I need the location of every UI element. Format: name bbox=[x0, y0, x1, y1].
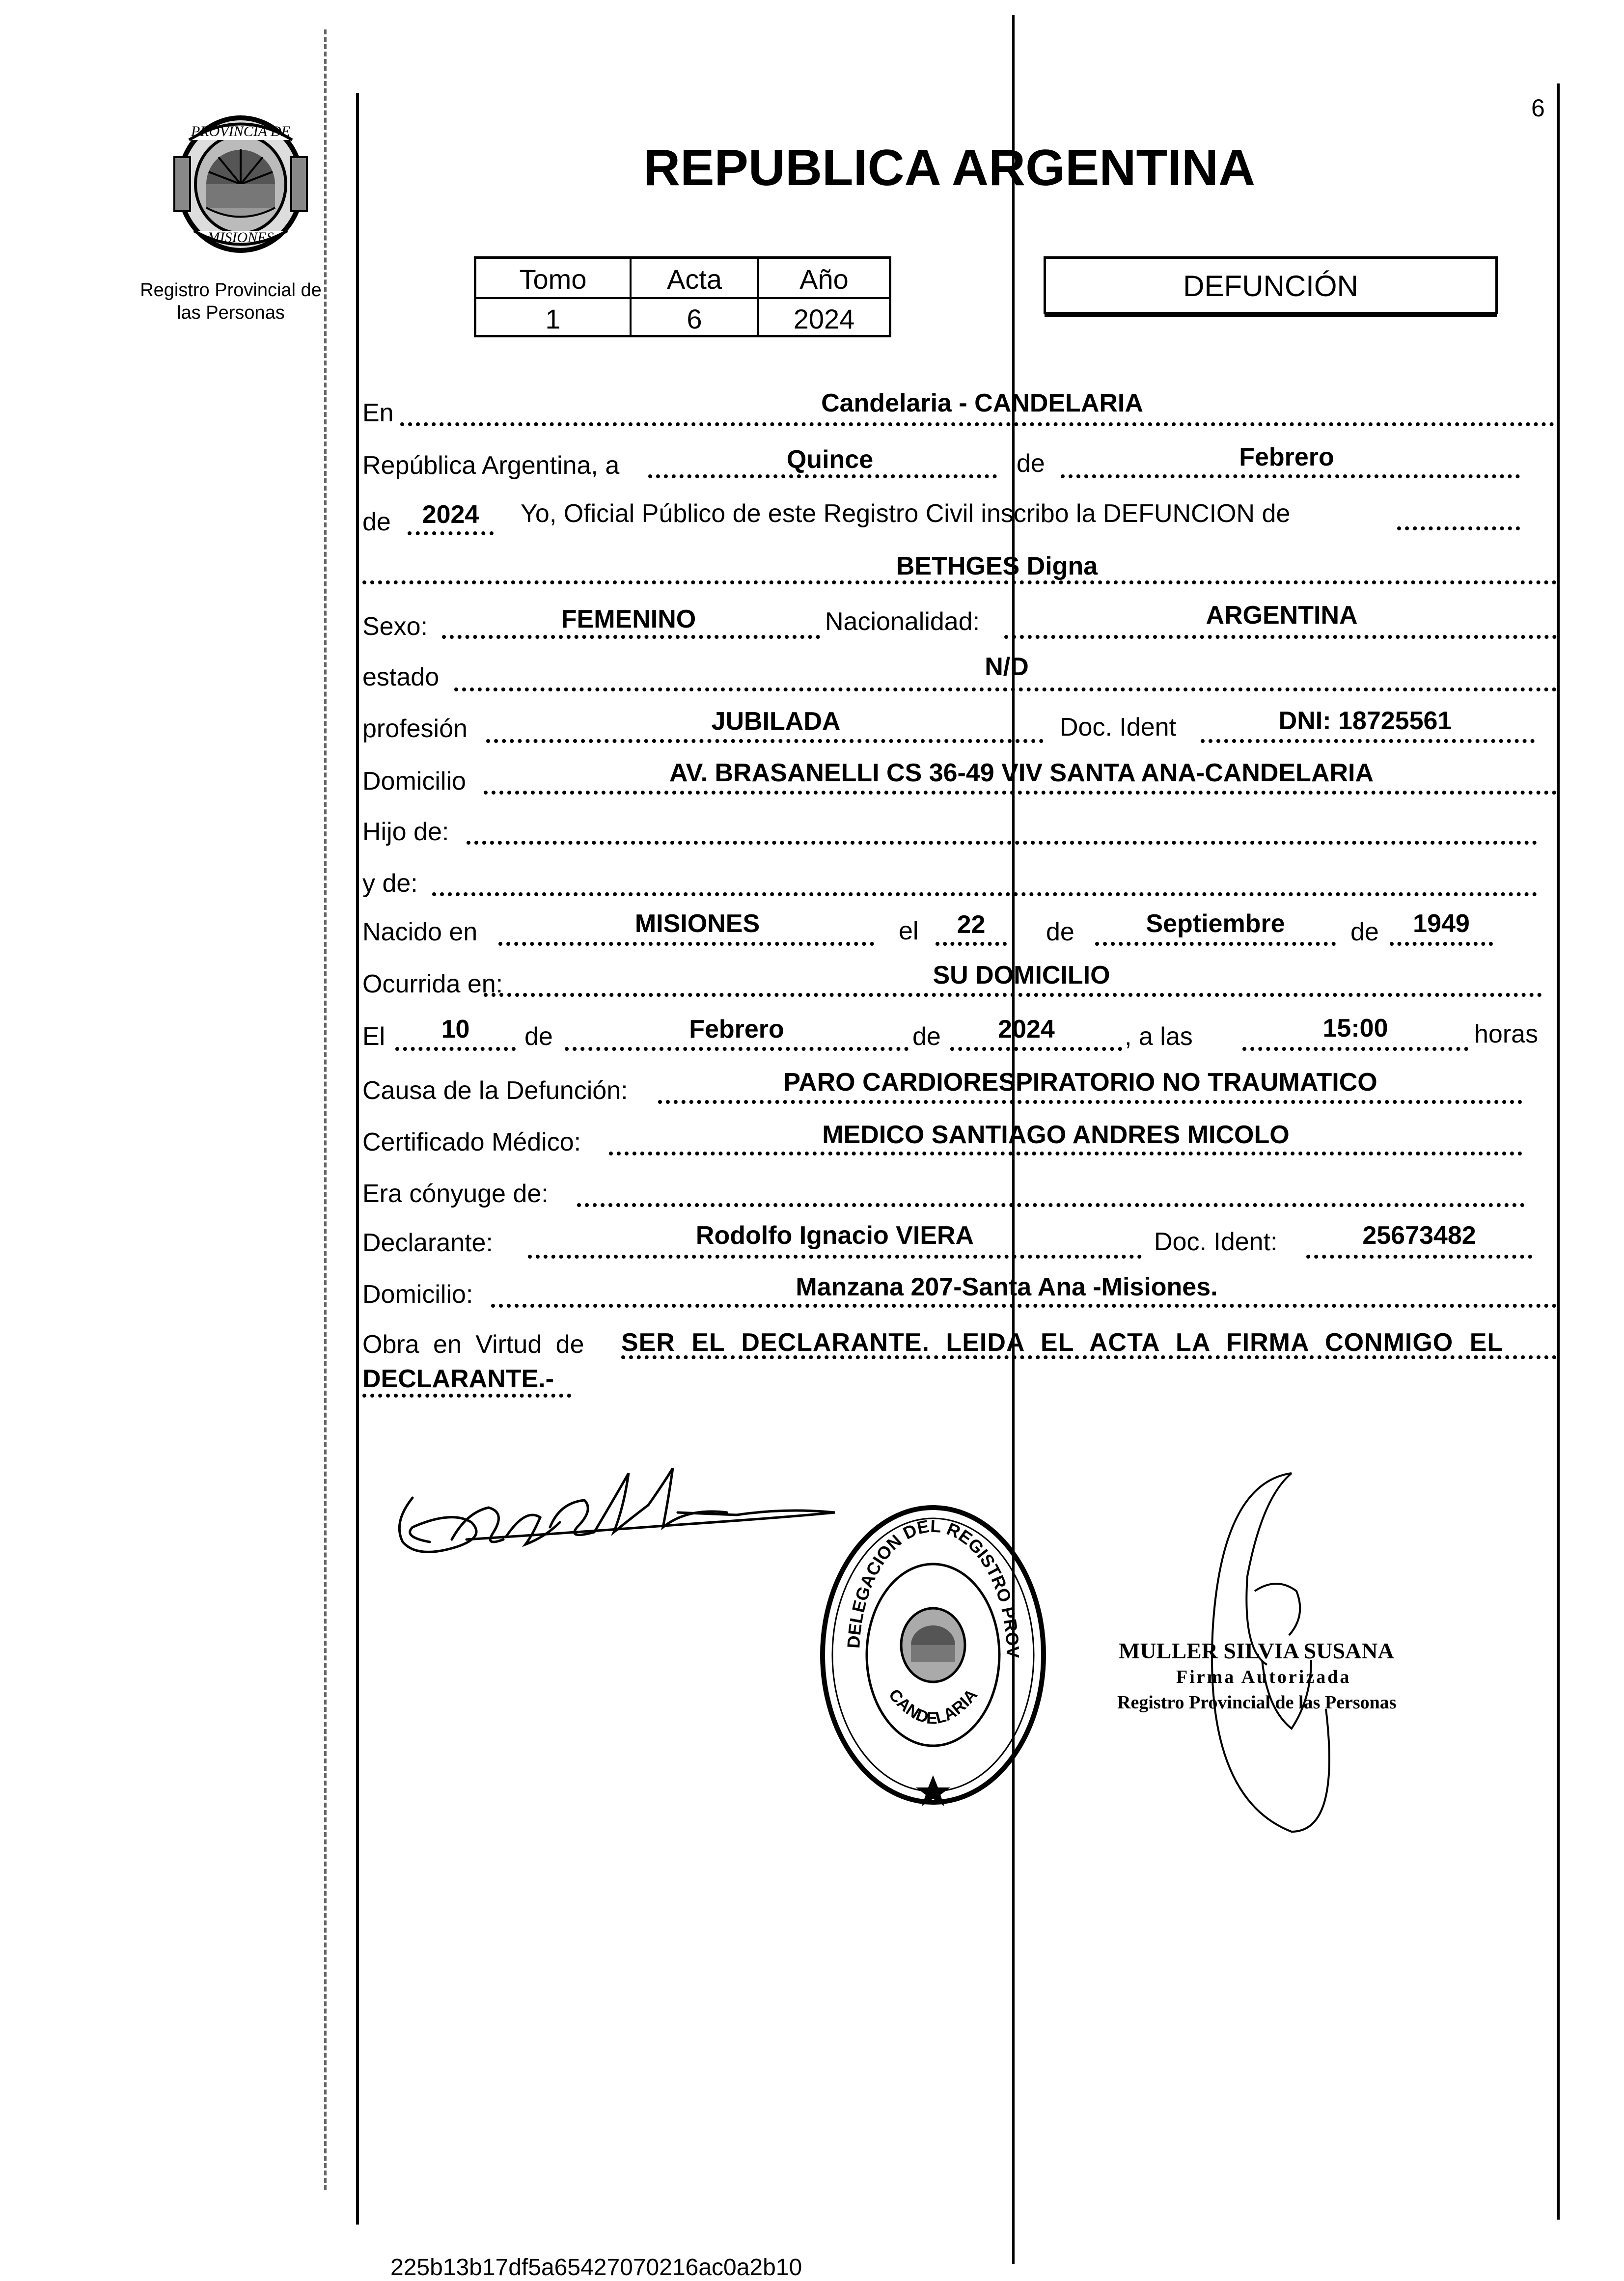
underline-domicilio bbox=[484, 791, 1557, 795]
label-declarante: Declarante: bbox=[362, 1229, 493, 1257]
left-margin-dashed-line bbox=[324, 29, 327, 2190]
agency-name bbox=[133, 279, 329, 324]
value-decl-doc: 25673482 bbox=[1362, 1221, 1476, 1250]
record-type: DEFUNCIÓN bbox=[1183, 270, 1358, 302]
underline-decl-doc bbox=[1306, 1255, 1532, 1259]
stamp-inner-text: CANDELARIA bbox=[884, 1685, 982, 1728]
label-hijo-de: Hijo de: bbox=[362, 818, 449, 846]
value-month: Febrero bbox=[1239, 443, 1334, 471]
value-nacido-en: MISIONES bbox=[634, 909, 760, 938]
seal-top-text: PROVINCIA DE bbox=[191, 123, 290, 139]
province-seal-logo bbox=[160, 110, 322, 258]
value-nacionalidad: ARGENTINA bbox=[1206, 601, 1358, 630]
value-day-word: Quince bbox=[786, 445, 874, 474]
underline-death-time bbox=[1242, 1047, 1468, 1051]
authority-name: MULLER SILVIA SUSANA bbox=[1119, 1638, 1394, 1663]
underline-hijo-de bbox=[467, 841, 1537, 845]
value-sexo: FEMENINO bbox=[561, 605, 696, 633]
label-y-de: y de: bbox=[362, 869, 418, 898]
label-causa: Causa de la Defunción: bbox=[362, 1076, 628, 1105]
value-doc-ident: DNI: 18725561 bbox=[1278, 707, 1452, 735]
value-death-day: 10 bbox=[441, 1015, 470, 1044]
underline-estado bbox=[454, 687, 1557, 691]
authority-org: Registro Provincial de las Personas bbox=[1117, 1692, 1397, 1713]
label-horas: horas bbox=[1474, 1020, 1539, 1048]
document-title: REPUBLICA ARGENTINA bbox=[643, 139, 1256, 196]
official-statement: Yo, Oficial Público de este Registro Civil inscribo la DEFUNCION de bbox=[521, 499, 1291, 528]
label-el-death: El bbox=[362, 1022, 385, 1051]
agency-name-line2: las Personas bbox=[177, 302, 285, 323]
value-declarante: Rodolfo Ignacio VIERA bbox=[695, 1221, 974, 1250]
underline-death-month bbox=[565, 1047, 908, 1051]
underline-en bbox=[400, 422, 1554, 426]
label-en: En bbox=[362, 399, 394, 427]
value-birth-month: Septiembre bbox=[1146, 909, 1285, 938]
value-birth-day: 22 bbox=[957, 910, 986, 939]
label-obra: Obra en Virtud de bbox=[362, 1330, 584, 1359]
label-profesion: profesión bbox=[362, 715, 468, 743]
value-ocurrida-en: SU DOMICILIO bbox=[933, 961, 1110, 989]
label-decl-doc: Doc. Ident: bbox=[1154, 1228, 1278, 1256]
underline-decl-domicilio bbox=[491, 1304, 1557, 1308]
underline-profesion bbox=[486, 739, 1044, 743]
value-obra-line1: SER EL DECLARANTE. LEIDA EL ACTA LA FIRMA CONMIGO EL bbox=[621, 1328, 1504, 1357]
table-value-tomo: 1 bbox=[545, 303, 561, 334]
underline-month bbox=[1061, 474, 1520, 478]
label-nacionalidad: Nacionalidad: bbox=[825, 607, 980, 636]
label-certificado: Certificado Médico: bbox=[362, 1128, 581, 1156]
value-en: Candelaria - CANDELARIA bbox=[821, 389, 1143, 417]
label-sexo: Sexo: bbox=[362, 612, 428, 641]
label-republica: República Argentina, a bbox=[362, 451, 620, 480]
value-death-time: 15:00 bbox=[1322, 1014, 1388, 1043]
underline-birth-year bbox=[1390, 942, 1493, 946]
table-header-acta: Acta bbox=[666, 264, 722, 295]
underline-official-end bbox=[1397, 526, 1520, 530]
underline-nacionalidad bbox=[1004, 635, 1557, 639]
agency-name-line1: Registro Provincial de bbox=[140, 280, 322, 301]
label-nacido-en: Nacido en bbox=[362, 918, 478, 946]
value-death-year: 2024 bbox=[998, 1015, 1055, 1044]
underline-doc-ident bbox=[1201, 739, 1535, 743]
label-birth-de2: de bbox=[1350, 918, 1379, 946]
underline-birth-month bbox=[1095, 942, 1336, 946]
page-number: 6 bbox=[1531, 94, 1545, 122]
value-certificado: MEDICO SANTIAGO ANDRES MICOLO bbox=[822, 1121, 1290, 1149]
underline-certificado bbox=[609, 1152, 1522, 1155]
label-domicilio: Domicilio bbox=[362, 767, 466, 796]
label-conyuge: Era cónyuge de: bbox=[362, 1180, 549, 1208]
label-birth-de1: de bbox=[1046, 918, 1074, 946]
value-domicilio: AV. BRASANELLI CS 36-49 VIV SANTA ANA-CANDELARIA bbox=[669, 759, 1374, 787]
underline-obra-line1 bbox=[621, 1355, 1557, 1359]
declarant-signature bbox=[383, 1454, 854, 1581]
underline-death-day bbox=[395, 1047, 516, 1051]
label-doc-ident: Doc. Ident bbox=[1060, 713, 1177, 742]
value-estado: N/D bbox=[985, 653, 1029, 681]
table-value-ano: 2024 bbox=[793, 303, 855, 334]
underline-ocurrida-en bbox=[484, 993, 1542, 997]
label-de-year: de bbox=[362, 508, 391, 536]
seal-bottom-text: MISIONES bbox=[207, 229, 274, 246]
table-value-acta: 6 bbox=[687, 303, 702, 334]
underline-nacido-en bbox=[498, 942, 874, 946]
underline-death-year bbox=[950, 1047, 1122, 1051]
underline-y-de bbox=[432, 892, 1537, 896]
right-border-line bbox=[1557, 83, 1560, 2220]
table-header-ano: Año bbox=[799, 264, 849, 295]
label-decl-domicilio: Domicilio: bbox=[362, 1280, 473, 1309]
label-estado: estado bbox=[362, 663, 440, 691]
underline-conyuge bbox=[577, 1203, 1525, 1207]
value-profesion: JUBILADA bbox=[711, 707, 841, 736]
label-el-birth: el bbox=[899, 917, 919, 945]
underline-day-word bbox=[648, 474, 997, 478]
record-type-box bbox=[1044, 256, 1498, 314]
value-decl-domicilio: Manzana 207-Santa Ana -Misiones. bbox=[796, 1273, 1218, 1301]
value-birth-year: 1949 bbox=[1413, 909, 1470, 938]
value-obra-line2: DECLARANTE.- bbox=[362, 1365, 554, 1393]
official-stamp bbox=[818, 1503, 1048, 1807]
underline-sexo bbox=[442, 635, 820, 639]
label-de-month: de bbox=[1017, 449, 1045, 478]
value-causa: PARO CARDIORESPIRATORIO NO TRAUMATICO bbox=[783, 1068, 1377, 1097]
label-death-de2: de bbox=[912, 1022, 941, 1051]
record-table bbox=[474, 256, 891, 337]
value-death-month: Febrero bbox=[689, 1015, 784, 1044]
underline-obra-line2 bbox=[362, 1394, 571, 1398]
label-death-de1: de bbox=[524, 1022, 553, 1051]
underline-declarante bbox=[528, 1255, 1142, 1259]
stamp-outer-text: DELEGACION DEL REGISTRO PROV bbox=[843, 1515, 1023, 1658]
table-header-tomo: Tomo bbox=[519, 264, 587, 295]
left-border-line bbox=[356, 93, 359, 2225]
authority-role: Firma Autorizada bbox=[1176, 1667, 1351, 1687]
underline-causa bbox=[658, 1100, 1522, 1104]
value-year: 2024 bbox=[422, 500, 479, 529]
underline-year bbox=[408, 531, 494, 535]
label-ocurrida-en: Ocurrida en: bbox=[362, 970, 503, 998]
document-hash: 225b13b17df5a65427070216ac0a2b10 bbox=[390, 2254, 802, 2281]
label-a-las: , a las bbox=[1125, 1022, 1193, 1051]
value-deceased-name: BETHGES Digna bbox=[896, 552, 1098, 580]
underline-birth-day bbox=[936, 942, 1007, 946]
underline-deceased-name bbox=[362, 580, 1557, 584]
